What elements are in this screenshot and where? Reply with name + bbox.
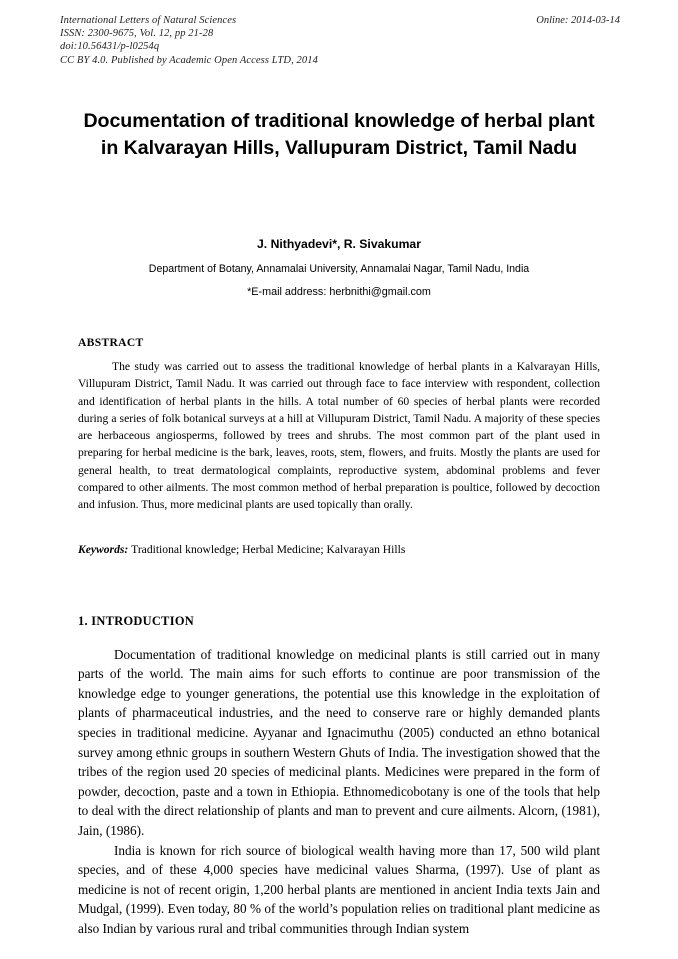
abstract-body (78, 358, 600, 514)
keywords-value: Traditional knowledge; Herbal Medicine; Kalvarayan Hills (131, 542, 406, 556)
title-block (80, 108, 598, 161)
introduction-paragraph-1: Documentation of traditional knowledge on medicinal plants is still carried out in many parts of the world. The main aims for such efforts to continue are poor transmission of the knowledge edge to younger generations, the potential use this knowledge in the exploitation of plants of pharmaceutical industries, and the need to conserve rare or highly demanded plants species in traditional medicine. Ayyanar and Ignacimuthu (2005) conducted an ethno botanical survey among ethnic groups in southern Western Ghuts of India. The investigation showed that the tribes of the region used 20 species of medicinal plants. Medicines were prepared in the form of powder, decoction, paste and a town in Ethiopia. Ethnomedicobotany is one of the tools that help to deal with the direct relationship of plants and man to prevent and cure ailments. Alcorn, (1981), Jain, (1986). (78, 646, 600, 839)
body-column (78, 336, 600, 939)
author-affiliation: Department of Botany, Annamalai University, Annamalai Nagar, Tamil Nadu, India (148, 263, 530, 275)
introduction-heading: 1. INTRODUCTION (78, 613, 195, 628)
author-block (60, 237, 618, 299)
abstract-heading: ABSTRACT (78, 336, 144, 349)
keywords-label: Keywords: (78, 542, 132, 556)
author-names: J. Nithyadevi*, R. Sivakumar (257, 237, 421, 251)
introduction-body (78, 645, 600, 939)
journal-issn: ISSN: 2300-9675, Vol. 12, pp 21-28 (60, 28, 214, 40)
page-title: Documentation of traditional knowledge of herbal plant in Kalvarayan Hills, Vallupuram District, Tamil Nadu (83, 110, 595, 159)
online-publication-date: Online: 2014-03-14 (536, 15, 620, 26)
journal-name: International Letters of Natural Sciences (60, 15, 237, 26)
introduction-paragraph-2: India is known for rich source of biological wealth having more than 17, 500 wild plant species, and of these 4,000 species have medicinal values Sharma, (1997). Use of plant as medicine is not of recent origin, 1,200 herbal plants are mentioned in ancient India texts Jain and Mudgal, (1999). Even today, 80 % of the world’s population relies on traditional plant medicine as also Indian by various rural and tribal communities through Indian system (78, 842, 600, 936)
keywords-line (78, 541, 600, 558)
page-masthead (60, 14, 620, 67)
journal-doi: doi:10.56431/p-l0254q (60, 41, 160, 53)
abstract-paragraph: The study was carried out to assess the traditional knowledge of herbal plants in a Kalvarayan Hills, Villupuram District, Tamil Nadu. It was carried out through face to face interview with respondent, collection and identification of herbal plants in the hills. A total number of 60 species of herbal plants were recorded during a series of folk botanical surveys at a hill at Villupuram District, Tamil Nadu. A majority of these species are herbaceous angiosperms, followed by trees and shrubs. The most common part of the plant used in preparing for herbal medicine is the bark, leaves, roots, stem, flowers, and fruits. Mostly the plants are used for general health, to treat dermatological complaints, reproductive system, abdominal problems and fever compared to other ailments. The most common method of herbal preparation is poultice, followed by decoction and infusion. Thus, more medicinal plants are used topically than orally. (78, 360, 600, 512)
masthead-journal-info (60, 14, 318, 67)
corresponding-email: *E-mail address: herbnithi@gmail.com (247, 286, 431, 298)
journal-license: CC BY 4.0. Published by Academic Open Access LTD, 2014 (60, 54, 318, 66)
